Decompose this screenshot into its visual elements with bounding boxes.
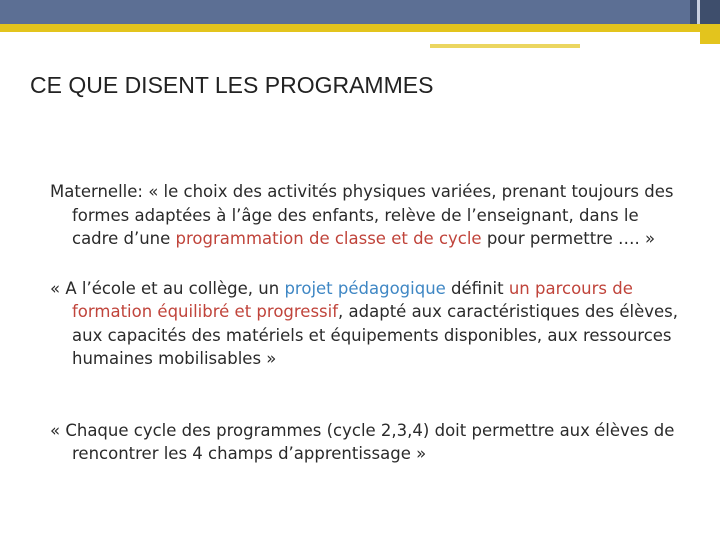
- highlight-parcours-formation: un parcours de formation équilibré et progressif: [72, 278, 633, 321]
- header-band-separator: [697, 0, 700, 24]
- gold-accent-underline: [430, 44, 580, 48]
- gold-accent-line: [0, 24, 720, 32]
- header-band-corner: [690, 0, 720, 24]
- highlight-projet-pedagogique: projet pédagogique: [284, 278, 446, 298]
- paragraph-maternelle-end: pour permettre …. »: [481, 229, 656, 248]
- paragraph-maternelle: [50, 180, 690, 251]
- slide-body: [50, 180, 690, 492]
- slide-title: CE QUE DISENT LES PROGRAMMES: [30, 72, 434, 98]
- highlight-programmation: programmation de classe et de cycle: [175, 229, 482, 248]
- gold-accent-corner: [700, 24, 720, 44]
- paragraph-ecole-text: « A l’école et au collège, un: [50, 278, 285, 298]
- paragraph-ecole-end: , adapté aux caractéristiques des élèves, aux capacités des matériels et équipements disponibles, aux ressources humaines mobilisables »: [72, 302, 678, 368]
- paragraph-cycles: « Chaque cycle des programmes (cycle 2,3,4) doit permettre aux élèves de rencontrer les 4 champs d’apprentissage »: [50, 420, 675, 463]
- paragraph-maternelle-text: Maternelle: « le choix des activités physiques variées, prenant toujours des formes adaptées à l’âge des enfants, relève de l’enseignant, dans le cadre d’une: [50, 182, 674, 248]
- paragraph-ecole-college: [50, 277, 690, 371]
- header-band: [0, 0, 720, 24]
- paragraph-ecole-mid: définit: [445, 278, 509, 298]
